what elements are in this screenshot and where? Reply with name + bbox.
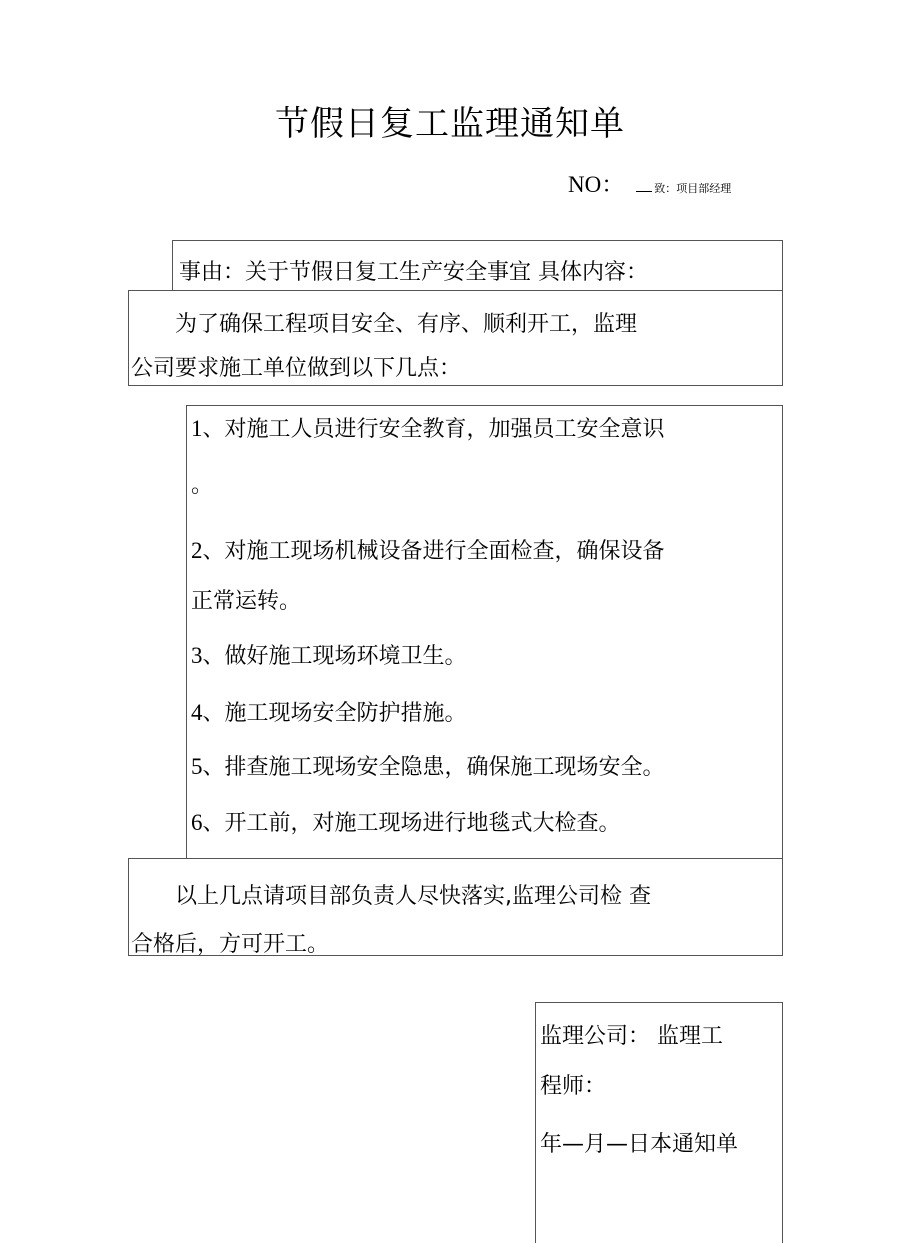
closing-line-2: 合格后，方可开工。 xyxy=(131,932,330,957)
list-item xyxy=(191,806,621,837)
closing-box xyxy=(128,858,783,956)
item-text: 、施工现场安全防护措施。 xyxy=(202,701,467,726)
items-box xyxy=(186,405,783,858)
list-item xyxy=(191,696,467,727)
document-title: 节假日复工监理通知单 xyxy=(275,104,625,144)
list-item xyxy=(191,750,665,781)
list-item xyxy=(191,412,665,443)
signature-line-2: 程师： xyxy=(540,1074,607,1099)
intro-paragraph xyxy=(131,303,771,391)
intro-box xyxy=(128,290,783,386)
signature-box xyxy=(535,1002,783,1243)
intro-line-1: 为了确保工程项目安全、有序、顺利开工，监理 xyxy=(175,312,638,337)
number-label: NO： xyxy=(568,172,625,197)
item-number: 5 xyxy=(191,754,203,779)
signature-line-3: 年—月—日本通知单 xyxy=(540,1132,739,1157)
intro-indent xyxy=(131,312,175,337)
reason-line: 事由：关于节假日复工生产安全事宜 具体内容： xyxy=(179,260,648,285)
reason-box xyxy=(172,240,783,290)
item-text: 、对施工人员进行安全教育，加强员工安全意识 xyxy=(202,417,665,442)
item-number: 1 xyxy=(191,416,203,441)
item-number: 3 xyxy=(191,643,203,668)
item-number: 4 xyxy=(191,700,203,725)
item-continuation: 。 xyxy=(191,473,214,498)
item-text: 、做好施工现场环境卫生。 xyxy=(202,644,467,669)
intro-line-2: 公司要求施工单位做到以下几点： xyxy=(131,356,462,381)
item-number: 6 xyxy=(191,810,203,835)
closing-indent xyxy=(131,884,175,909)
number-line xyxy=(568,166,731,199)
item-text: 、开工前，对施工现场进行地毯式大检查。 xyxy=(202,811,621,836)
closing-paragraph xyxy=(131,873,781,969)
number-blank xyxy=(636,175,652,192)
list-item xyxy=(191,534,665,565)
item-text: 、对施工现场机械设备进行全面检查，确保设备 xyxy=(202,539,665,564)
closing-line-1: 以上几点请项目部负责人尽快落实,监理公司检 查 xyxy=(175,884,652,909)
item-number: 2 xyxy=(191,538,203,563)
item-continuation: 正常运转。 xyxy=(191,589,302,614)
recipient-text: 致：项目部经理 xyxy=(654,181,732,195)
list-item xyxy=(191,639,467,670)
signature-line-1: 监理公司： 监理工 xyxy=(540,1024,723,1049)
item-text: 、排查施工现场安全隐患，确保施工现场安全。 xyxy=(202,755,665,780)
